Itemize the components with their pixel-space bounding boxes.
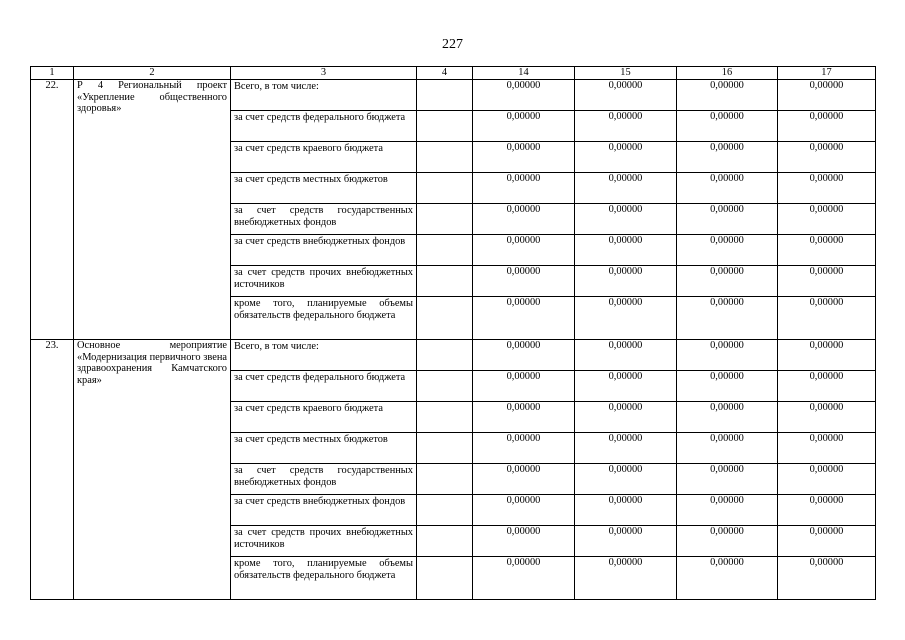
column-4-cell [417,204,473,235]
column-4-cell [417,80,473,111]
value-cell: 0,00000 [575,557,677,600]
header-cell: 4 [417,67,473,80]
funding-source-label: за счет средств местных бюджетов [234,434,388,445]
value-cell: 0,00000 [677,526,778,557]
value-cell: 0,00000 [778,80,876,111]
funding-source-label: кроме того, планируемые объемы обязательств федерального бюджета [234,298,413,321]
funding-source [231,371,417,402]
funding-source-label: Всего, в том числе: [234,341,319,352]
value-cell: 0,00000 [473,111,575,142]
page-number: 227 [442,37,463,52]
value-cell: 0,00000 [473,204,575,235]
column-4-cell [417,266,473,297]
value-cell: 0,00000 [575,111,677,142]
value-cell: 0,00000 [575,402,677,433]
value-cell: 0,00000 [778,526,876,557]
value-cell: 0,00000 [473,464,575,495]
value-cell: 0,00000 [575,526,677,557]
value-cell: 0,00000 [473,340,575,371]
value-cell: 0,00000 [778,142,876,173]
column-4-cell [417,340,473,371]
header-cell: 17 [778,67,876,80]
value-cell: 0,00000 [575,235,677,266]
row-number: 23. [31,340,74,600]
funding-source [231,557,417,600]
value-cell: 0,00000 [473,402,575,433]
value-cell: 0,00000 [473,297,575,340]
row-number: 22. [31,80,74,340]
value-cell: 0,00000 [778,297,876,340]
funding-source-label: Всего, в том числе: [234,81,319,92]
funding-source [231,526,417,557]
column-4-cell [417,495,473,526]
funding-source [231,235,417,266]
value-cell: 0,00000 [677,371,778,402]
funding-source [231,80,417,111]
value-cell: 0,00000 [778,464,876,495]
funding-source [231,464,417,495]
funding-source-label: за счет средств государственных внебюджетных фондов [234,205,413,228]
funding-source [231,111,417,142]
funding-source-label: кроме того, планируемые объемы обязательств федерального бюджета [234,558,413,581]
value-cell: 0,00000 [677,111,778,142]
header-row [31,67,876,80]
column-4-cell [417,235,473,266]
column-4-cell [417,402,473,433]
value-cell: 0,00000 [473,142,575,173]
table-row [31,80,876,111]
value-cell: 0,00000 [677,340,778,371]
funding-source-label: за счет средств внебюджетных фондов [234,236,406,247]
funding-source [231,340,417,371]
funding-source [231,433,417,464]
funding-source-label: за счет средств местных бюджетов [234,174,388,185]
value-cell: 0,00000 [778,495,876,526]
row-name: Основное мероприятие «Модернизация первичного звена здравоохранения Камчатского края» [74,340,231,600]
value-cell: 0,00000 [473,526,575,557]
column-4-cell [417,526,473,557]
value-cell: 0,00000 [473,371,575,402]
value-cell: 0,00000 [677,464,778,495]
value-cell: 0,00000 [778,340,876,371]
value-cell: 0,00000 [778,235,876,266]
table-row [31,340,876,371]
value-cell: 0,00000 [473,235,575,266]
value-cell: 0,00000 [677,433,778,464]
funding-source [231,495,417,526]
value-cell: 0,00000 [575,204,677,235]
value-cell: 0,00000 [575,464,677,495]
column-4-cell [417,142,473,173]
value-cell: 0,00000 [575,297,677,340]
value-cell: 0,00000 [473,557,575,600]
column-4-cell [417,111,473,142]
header-cell: 16 [677,67,778,80]
value-cell: 0,00000 [473,433,575,464]
value-cell: 0,00000 [677,297,778,340]
value-cell: 0,00000 [575,142,677,173]
value-cell: 0,00000 [677,204,778,235]
value-cell: 0,00000 [473,266,575,297]
value-cell: 0,00000 [575,80,677,111]
value-cell: 0,00000 [473,173,575,204]
funding-table [30,66,876,600]
value-cell: 0,00000 [473,495,575,526]
funding-source [231,297,417,340]
column-4-cell [417,464,473,495]
funding-source-label: за счет средств федерального бюджета [234,112,406,123]
funding-source-label: за счет средств краевого бюджета [234,403,383,414]
funding-source [231,173,417,204]
column-4-cell [417,371,473,402]
value-cell: 0,00000 [575,495,677,526]
header-cell: 1 [31,67,74,80]
column-4-cell [417,557,473,600]
funding-source-label: за счет средств внебюджетных фондов [234,496,406,507]
value-cell: 0,00000 [677,266,778,297]
header-cell: 3 [231,67,417,80]
header-cell: 15 [575,67,677,80]
funding-source [231,402,417,433]
column-4-cell [417,173,473,204]
funding-source-label: за счет средств государственных внебюджетных фондов [234,465,413,488]
funding-source-label: за счет средств прочих внебюджетных источников [234,267,413,290]
funding-source-label: за счет средств федерального бюджета [234,372,406,383]
value-cell: 0,00000 [778,204,876,235]
funding-source-label: за счет средств прочих внебюджетных источников [234,527,413,550]
value-cell: 0,00000 [778,111,876,142]
value-cell: 0,00000 [575,433,677,464]
value-cell: 0,00000 [778,371,876,402]
column-4-cell [417,297,473,340]
funding-source [231,266,417,297]
value-cell: 0,00000 [473,80,575,111]
value-cell: 0,00000 [575,266,677,297]
column-4-cell [417,433,473,464]
value-cell: 0,00000 [778,173,876,204]
value-cell: 0,00000 [677,402,778,433]
header-cell: 2 [74,67,231,80]
value-cell: 0,00000 [677,235,778,266]
value-cell: 0,00000 [677,557,778,600]
value-cell: 0,00000 [575,340,677,371]
value-cell: 0,00000 [677,80,778,111]
value-cell: 0,00000 [677,142,778,173]
funding-source [231,142,417,173]
header-cell: 14 [473,67,575,80]
value-cell: 0,00000 [778,433,876,464]
value-cell: 0,00000 [677,495,778,526]
funding-source-label: за счет средств краевого бюджета [234,143,383,154]
value-cell: 0,00000 [677,173,778,204]
funding-source [231,204,417,235]
row-name: Р 4 Региональный проект «Укрепление общественного здоровья» [74,80,231,340]
value-cell: 0,00000 [778,557,876,600]
value-cell: 0,00000 [575,173,677,204]
value-cell: 0,00000 [778,402,876,433]
value-cell: 0,00000 [778,266,876,297]
value-cell: 0,00000 [575,371,677,402]
